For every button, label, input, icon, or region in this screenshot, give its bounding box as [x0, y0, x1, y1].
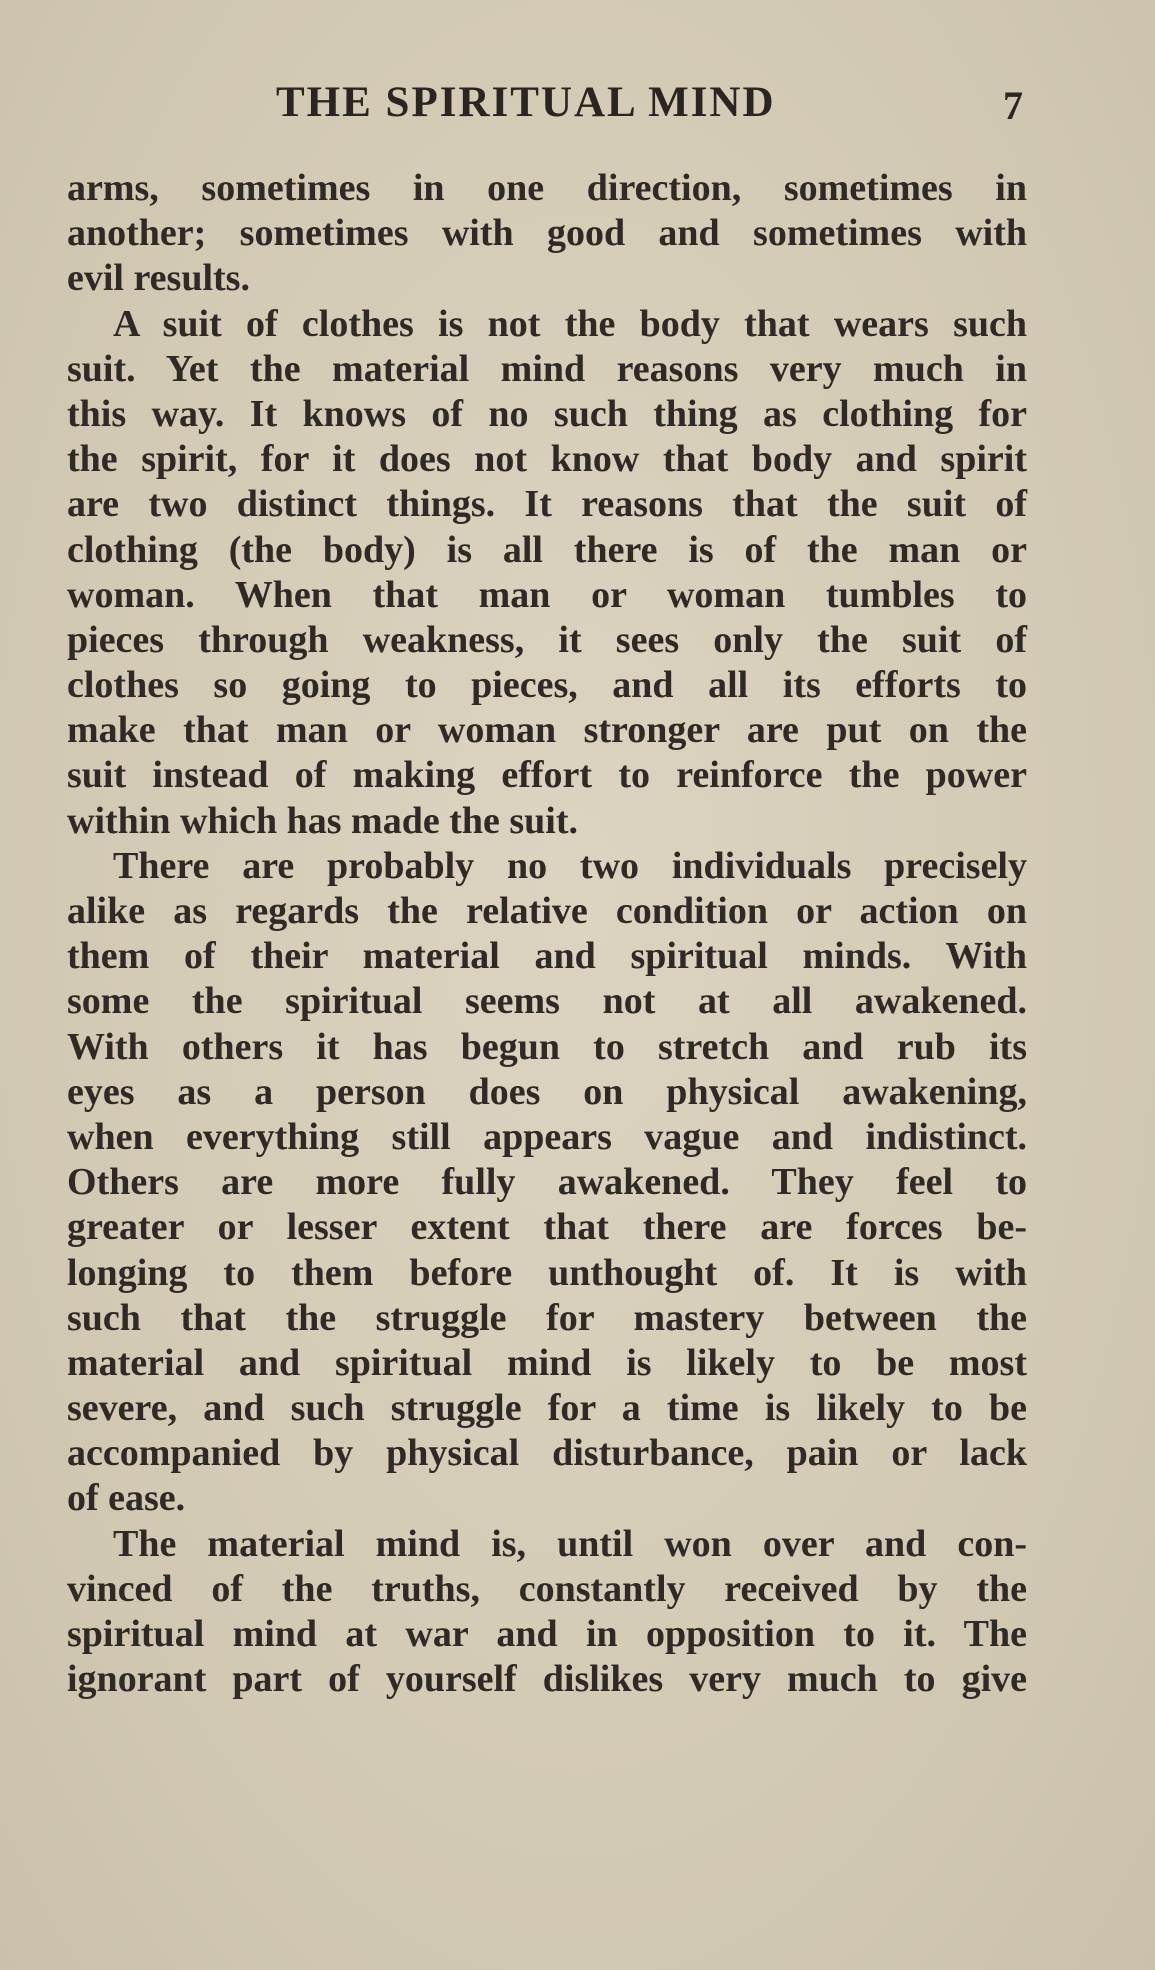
- text-line: suit instead of making effort to reinforce the power: [67, 754, 1027, 797]
- text-line: woman. When that man or woman tumbles to: [67, 573, 1027, 616]
- text-line: make that man or woman stronger are put on the: [67, 709, 1027, 752]
- text-line: A suit of clothes is not the body that wears such: [113, 302, 1027, 345]
- text-line: clothing (the body) is all there is of the man or: [67, 528, 1027, 571]
- body-text: [67, 166, 1027, 1702]
- text-line: pieces through weakness, it sees only the suit of: [67, 618, 1027, 661]
- text-line: another; sometimes with good and sometimes with: [67, 212, 1027, 255]
- text-line: evil results.: [67, 257, 250, 300]
- text-line: longing to them before unthought of. It is with: [67, 1251, 1027, 1294]
- text-line: spiritual mind at war and in opposition to it. The: [67, 1613, 1027, 1655]
- page-number: 7: [1003, 83, 1023, 128]
- text-line: severe, and such struggle for a time is likely to be: [67, 1387, 1027, 1430]
- text-line: With others it has begun to stretch and rub its: [67, 1025, 1027, 1068]
- running-head: [0, 78, 1155, 128]
- text-line: within which has made the suit.: [67, 799, 578, 842]
- text-line: some the spiritual seems not at all awakened.: [67, 980, 1027, 1023]
- text-line: ignorant part of yourself dislikes very much to give: [67, 1658, 1027, 1701]
- text-line: them of their material and spiritual minds. With: [67, 935, 1027, 978]
- text-line: are two distinct things. It reasons that the suit of: [67, 483, 1027, 526]
- text-line: The material mind is, until won over and con-: [113, 1522, 1027, 1565]
- text-line: arms, sometimes in one direction, sometimes in: [67, 167, 1027, 209]
- text-line: clothes so going to pieces, and all its efforts to: [67, 664, 1027, 707]
- running-title: THE SPIRITUAL MIND: [276, 79, 776, 126]
- text-line: accompanied by physical disturbance, pain or lack: [67, 1432, 1027, 1475]
- text-line: greater or lesser extent that there are forces be-: [67, 1206, 1027, 1249]
- text-line: material and spiritual mind is likely to be most: [67, 1341, 1027, 1384]
- text-line: such that the struggle for mastery between the: [67, 1296, 1027, 1339]
- text-line: eyes as a person does on physical awakening,: [67, 1070, 1027, 1113]
- text-line: the spirit, for it does not know that body and spirit: [67, 438, 1027, 481]
- text-line: alike as regards the relative condition or action on: [67, 890, 1027, 932]
- text-line: this way. It knows of no such thing as clothing for: [67, 392, 1027, 435]
- text-line: when everything still appears vague and indistinct.: [67, 1115, 1027, 1158]
- text-line: Others are more fully awakened. They feel to: [67, 1161, 1027, 1204]
- text-line: suit. Yet the material mind reasons very much in: [67, 347, 1027, 390]
- text-line: vinced of the truths, constantly received by the: [67, 1567, 1027, 1610]
- text-line: There are probably no two individuals precisely: [113, 844, 1027, 887]
- text-line: of ease.: [67, 1477, 186, 1520]
